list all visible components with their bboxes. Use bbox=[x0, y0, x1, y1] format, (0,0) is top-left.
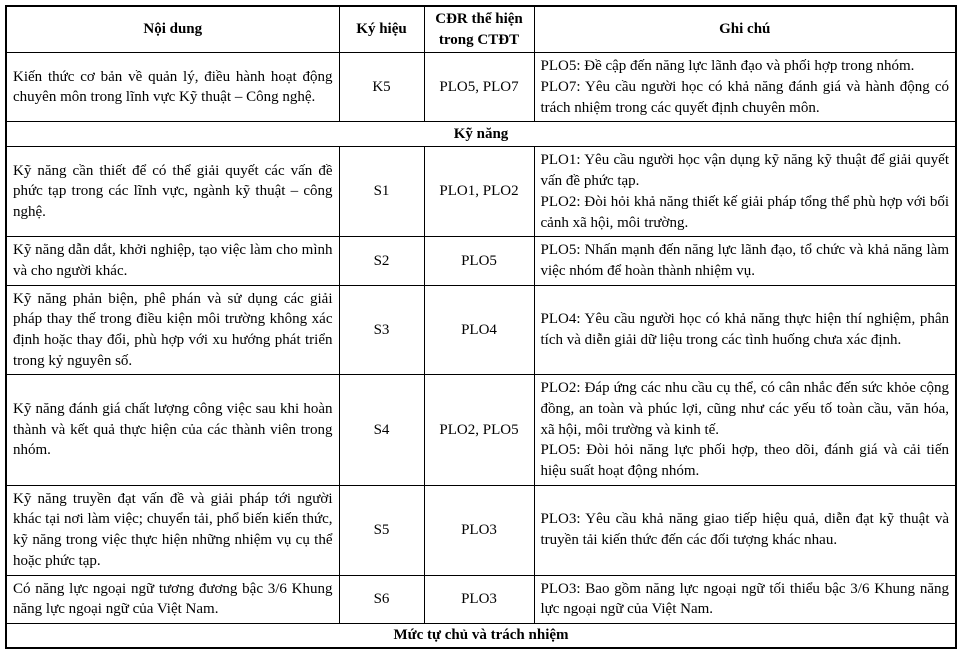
cell-ghi-chu bbox=[534, 575, 956, 623]
cell-noi-dung: Kỹ năng cần thiết để có thể giải quyết các vấn đề phức tạp trong các lĩnh vực, ngành kỹ thuật – công nghệ. bbox=[6, 147, 339, 237]
table-row bbox=[6, 237, 956, 285]
cell-cdr-ctdt: PLO4 bbox=[424, 285, 534, 375]
section-label: Mức tự chủ và trách nhiệm bbox=[6, 623, 956, 648]
cell-ky-hieu: S4 bbox=[339, 375, 424, 485]
table-row bbox=[6, 147, 956, 237]
cell-ghi-chu bbox=[534, 485, 956, 575]
cell-ghi-chu bbox=[534, 285, 956, 375]
cell-noi-dung: Kỹ năng đánh giá chất lượng công việc sau khi hoàn thành và kết quả thực hiện của các thành viên trong nhóm. bbox=[6, 375, 339, 485]
cell-cdr-ctdt: PLO2, PLO5 bbox=[424, 375, 534, 485]
section-label: Kỹ năng bbox=[6, 122, 956, 147]
cell-noi-dung: Kỹ năng truyền đạt vấn đề và giải pháp tới người khác tại nơi làm việc; chuyển tải, phổ biến kiến thức, kỹ năng trong việc thực hiện những nhiệm vụ cụ thể hoặc phức tạp. bbox=[6, 485, 339, 575]
table-row bbox=[6, 485, 956, 575]
cell-ky-hieu: S6 bbox=[339, 575, 424, 623]
cell-noi-dung: Kỹ năng dẫn dắt, khởi nghiệp, tạo việc làm cho mình và cho người khác. bbox=[6, 237, 339, 285]
cell-ky-hieu: S1 bbox=[339, 147, 424, 237]
ghi-chu-note: PLO5: Đòi hỏi năng lực phối hợp, theo dõi, đánh giá và cải tiến hiệu suất hoạt động nhóm. bbox=[540, 442, 949, 480]
col-header-ky-hieu: Ký hiệu bbox=[339, 6, 424, 53]
cell-cdr-ctdt: PLO3 bbox=[424, 485, 534, 575]
cell-ky-hieu: S3 bbox=[339, 285, 424, 375]
col-header-cdr-ctdt: CĐR thể hiện trong CTĐT bbox=[424, 6, 534, 53]
ghi-chu-note: PLO5: Nhấn mạnh đến năng lực lãnh đạo, tổ chức và khả năng làm việc nhóm để hoàn thành nhiệm vụ. bbox=[540, 242, 949, 279]
cell-cdr-ctdt: PLO1, PLO2 bbox=[424, 147, 534, 237]
col-header-ghi-chu: Ghi chú bbox=[534, 6, 956, 53]
learning-outcomes-table bbox=[5, 5, 957, 649]
ghi-chu-note: PLO2: Đòi hỏi khả năng thiết kế giải pháp tổng thể phù hợp với bối cảnh xã hội, môi trường. bbox=[540, 193, 949, 231]
table-row bbox=[6, 575, 956, 623]
table-row bbox=[6, 53, 956, 122]
ghi-chu-note: PLO4: Yêu cầu người học có khả năng thực hiện thí nghiệm, phân tích và diễn giải dữ liệu trong các tình huống chưa xác định. bbox=[540, 311, 949, 348]
table-row bbox=[6, 375, 956, 485]
cell-cdr-ctdt: PLO3 bbox=[424, 575, 534, 623]
cell-ghi-chu bbox=[534, 53, 956, 122]
cell-noi-dung: Có năng lực ngoại ngữ tương đương bậc 3/6 Khung năng lực ngoại ngữ của Việt Nam. bbox=[6, 575, 339, 623]
cell-ghi-chu bbox=[534, 237, 956, 285]
cell-cdr-ctdt: PLO5 bbox=[424, 237, 534, 285]
cell-ky-hieu: K5 bbox=[339, 53, 424, 122]
ghi-chu-note: PLO5: Đề cập đến năng lực lãnh đạo và phối hợp trong nhóm. bbox=[540, 58, 915, 75]
ghi-chu-note: PLO2: Đáp ứng các nhu cầu cụ thể, có cân nhắc đến sức khỏe cộng đồng, an toàn và phúc lợi, cũng như các yếu tố toàn cầu, văn hóa, xã hội, môi trường và kinh tế. bbox=[540, 380, 949, 438]
ghi-chu-note: PLO3: Bao gồm năng lực ngoại ngữ tối thiểu bậc 3/6 Khung năng lực ngoại ngữ của Việt Nam. bbox=[540, 580, 949, 618]
cell-ky-hieu: S2 bbox=[339, 237, 424, 285]
table-header-row bbox=[6, 6, 956, 53]
section-divider-row bbox=[6, 122, 956, 147]
cell-ky-hieu: S5 bbox=[339, 485, 424, 575]
cell-noi-dung: Kiến thức cơ bản về quản lý, điều hành hoạt động chuyên môn trong lĩnh vực Kỹ thuật – Công nghệ. bbox=[6, 53, 339, 122]
cell-cdr-ctdt: PLO5, PLO7 bbox=[424, 53, 534, 122]
section-divider-row bbox=[6, 623, 956, 648]
ghi-chu-note: PLO3: Yêu cầu khả năng giao tiếp hiệu quả, diễn đạt kỹ thuật và truyền tải kiến thức đến các đối tượng khác nhau. bbox=[540, 511, 949, 549]
table-row bbox=[6, 285, 956, 375]
cell-ghi-chu bbox=[534, 147, 956, 237]
cell-ghi-chu bbox=[534, 375, 956, 485]
cell-noi-dung: Kỹ năng phản biện, phê phán và sử dụng các giải pháp thay thế trong điều kiện môi trường không xác định hoặc thay đổi, phù hợp với xu hướng phát triển trong kỷ nguyên số. bbox=[6, 285, 339, 375]
col-header-noi-dung: Nội dung bbox=[6, 6, 339, 53]
ghi-chu-note: PLO1: Yêu cầu người học vận dụng kỹ năng kỹ thuật để giải quyết vấn đề phức tạp. bbox=[540, 152, 949, 190]
ghi-chu-note: PLO7: Yêu cầu người học có khả năng đánh giá và hành động có trách nhiệm trong các quyết định chuyên môn. bbox=[540, 79, 949, 116]
